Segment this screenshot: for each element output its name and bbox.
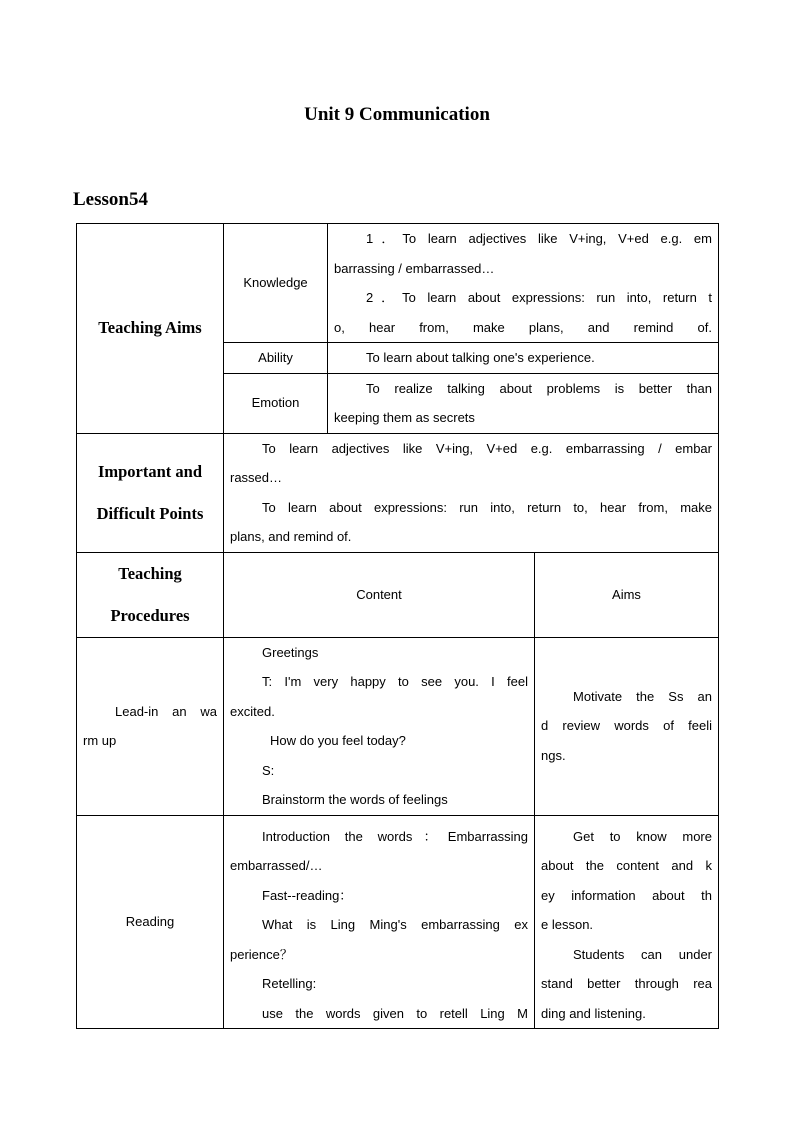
knowledge-line-2: barrassing / embarrassed… bbox=[334, 260, 495, 276]
lead-in-stage bbox=[77, 637, 224, 815]
important-label-line-1: Important and bbox=[97, 461, 203, 481]
aims-column-header: Aims bbox=[535, 552, 719, 637]
lead-in-aims-line-1: Motivate the Ss an bbox=[573, 688, 712, 704]
reading-content-line-3: Fast--reading： bbox=[262, 887, 353, 903]
procedures-label-line-1: Teaching bbox=[118, 563, 182, 583]
ability-text: To learn about talking one's experience. bbox=[366, 350, 595, 365]
knowledge-line-4: o, hear from, make plans, and remind of. bbox=[334, 319, 712, 335]
emotion-line-2: keeping them as secrets bbox=[334, 410, 475, 425]
page-title: Unit 9 Communication bbox=[304, 104, 490, 125]
knowledge-line-3: 2．To learn about expressions: run into, return t bbox=[366, 290, 712, 305]
important-points-label bbox=[77, 433, 224, 552]
reading-content-line-2: embarrassed/… bbox=[230, 858, 323, 873]
reading-stage: Reading bbox=[77, 815, 224, 1029]
important-line-4: plans, and remind of. bbox=[230, 529, 352, 544]
important-line-2: rassed… bbox=[230, 470, 283, 485]
emotion-content bbox=[328, 373, 719, 433]
important-label-line-2: Difficult Points bbox=[96, 503, 204, 523]
procedures-label-line-2: Procedures bbox=[110, 605, 190, 625]
reading-aims bbox=[535, 815, 719, 1029]
lead-in-content-line-4: How do you feel today? bbox=[270, 733, 406, 748]
lead-in-aims-line-3: ngs. bbox=[541, 747, 566, 763]
important-points-content bbox=[224, 433, 719, 552]
lead-in-aims-line-2: d review words of feeli bbox=[541, 718, 712, 734]
knowledge-content bbox=[328, 224, 719, 343]
lead-in-row bbox=[77, 637, 719, 815]
knowledge-line-1: 1．To learn adjectives like V+ing, V+ed e.g. em bbox=[366, 231, 712, 246]
lead-in-stage-line-1: Lead-in an wa bbox=[115, 703, 217, 719]
emotion-line-1: To realize talking about problems is better than bbox=[366, 380, 712, 396]
reading-content-line-6: Retelling: bbox=[262, 976, 317, 991]
lead-in-stage-line-2: rm up bbox=[83, 733, 117, 748]
lesson-plan-table bbox=[76, 223, 719, 1029]
lead-in-content-line-2: T: I'm very happy to see you. I feel bbox=[262, 674, 528, 689]
reading-aims-line-2: about the content and k bbox=[541, 858, 712, 873]
reading-aims-line-7: ding and listening. bbox=[541, 1005, 646, 1021]
knowledge-row bbox=[77, 224, 719, 343]
reading-content-line-1: Introduction the words：Embarrassing bbox=[262, 828, 528, 844]
reading-aims-line-1: Get to know more bbox=[573, 828, 712, 844]
reading-content-line-7: use the words given to retell Ling M bbox=[262, 1005, 528, 1021]
reading-row bbox=[77, 815, 719, 1029]
lead-in-content-line-1: Greetings bbox=[262, 644, 319, 660]
reading-aims-line-6: stand better through rea bbox=[541, 976, 712, 991]
important-line-3: To learn about expressions: run into, return to, hear from, make bbox=[262, 499, 712, 515]
procedures-label bbox=[77, 552, 224, 637]
content-column-header: Content bbox=[224, 552, 535, 637]
emotion-label: Emotion bbox=[224, 373, 328, 433]
lesson-heading: Lesson54 bbox=[73, 189, 148, 210]
reading-content-line-4: What is Ling Ming's embarrassing ex bbox=[262, 917, 528, 932]
lead-in-content-line-6: Brainstorm the words of feelings bbox=[262, 792, 448, 807]
lead-in-content-line-3: excited. bbox=[230, 703, 275, 719]
knowledge-label: Knowledge bbox=[224, 224, 328, 343]
reading-content-line-5: perience？ bbox=[230, 946, 293, 962]
teaching-aims-label: Teaching Aims bbox=[77, 224, 224, 434]
reading-content bbox=[224, 815, 535, 1029]
important-points-row bbox=[77, 433, 719, 552]
lead-in-content bbox=[224, 637, 535, 815]
important-line-1: To learn adjectives like V+ing, V+ed e.g. embarrassing / embar bbox=[262, 440, 712, 456]
procedures-header-row bbox=[77, 552, 719, 637]
lead-in-content-line-5: S: bbox=[262, 762, 275, 778]
ability-content bbox=[328, 343, 719, 374]
reading-aims-line-5: Students can under bbox=[573, 946, 712, 962]
ability-label: Ability bbox=[224, 343, 328, 374]
reading-aims-line-4: e lesson. bbox=[541, 917, 594, 932]
lead-in-aims bbox=[535, 637, 719, 815]
reading-aims-line-3: ey information about th bbox=[541, 887, 712, 903]
